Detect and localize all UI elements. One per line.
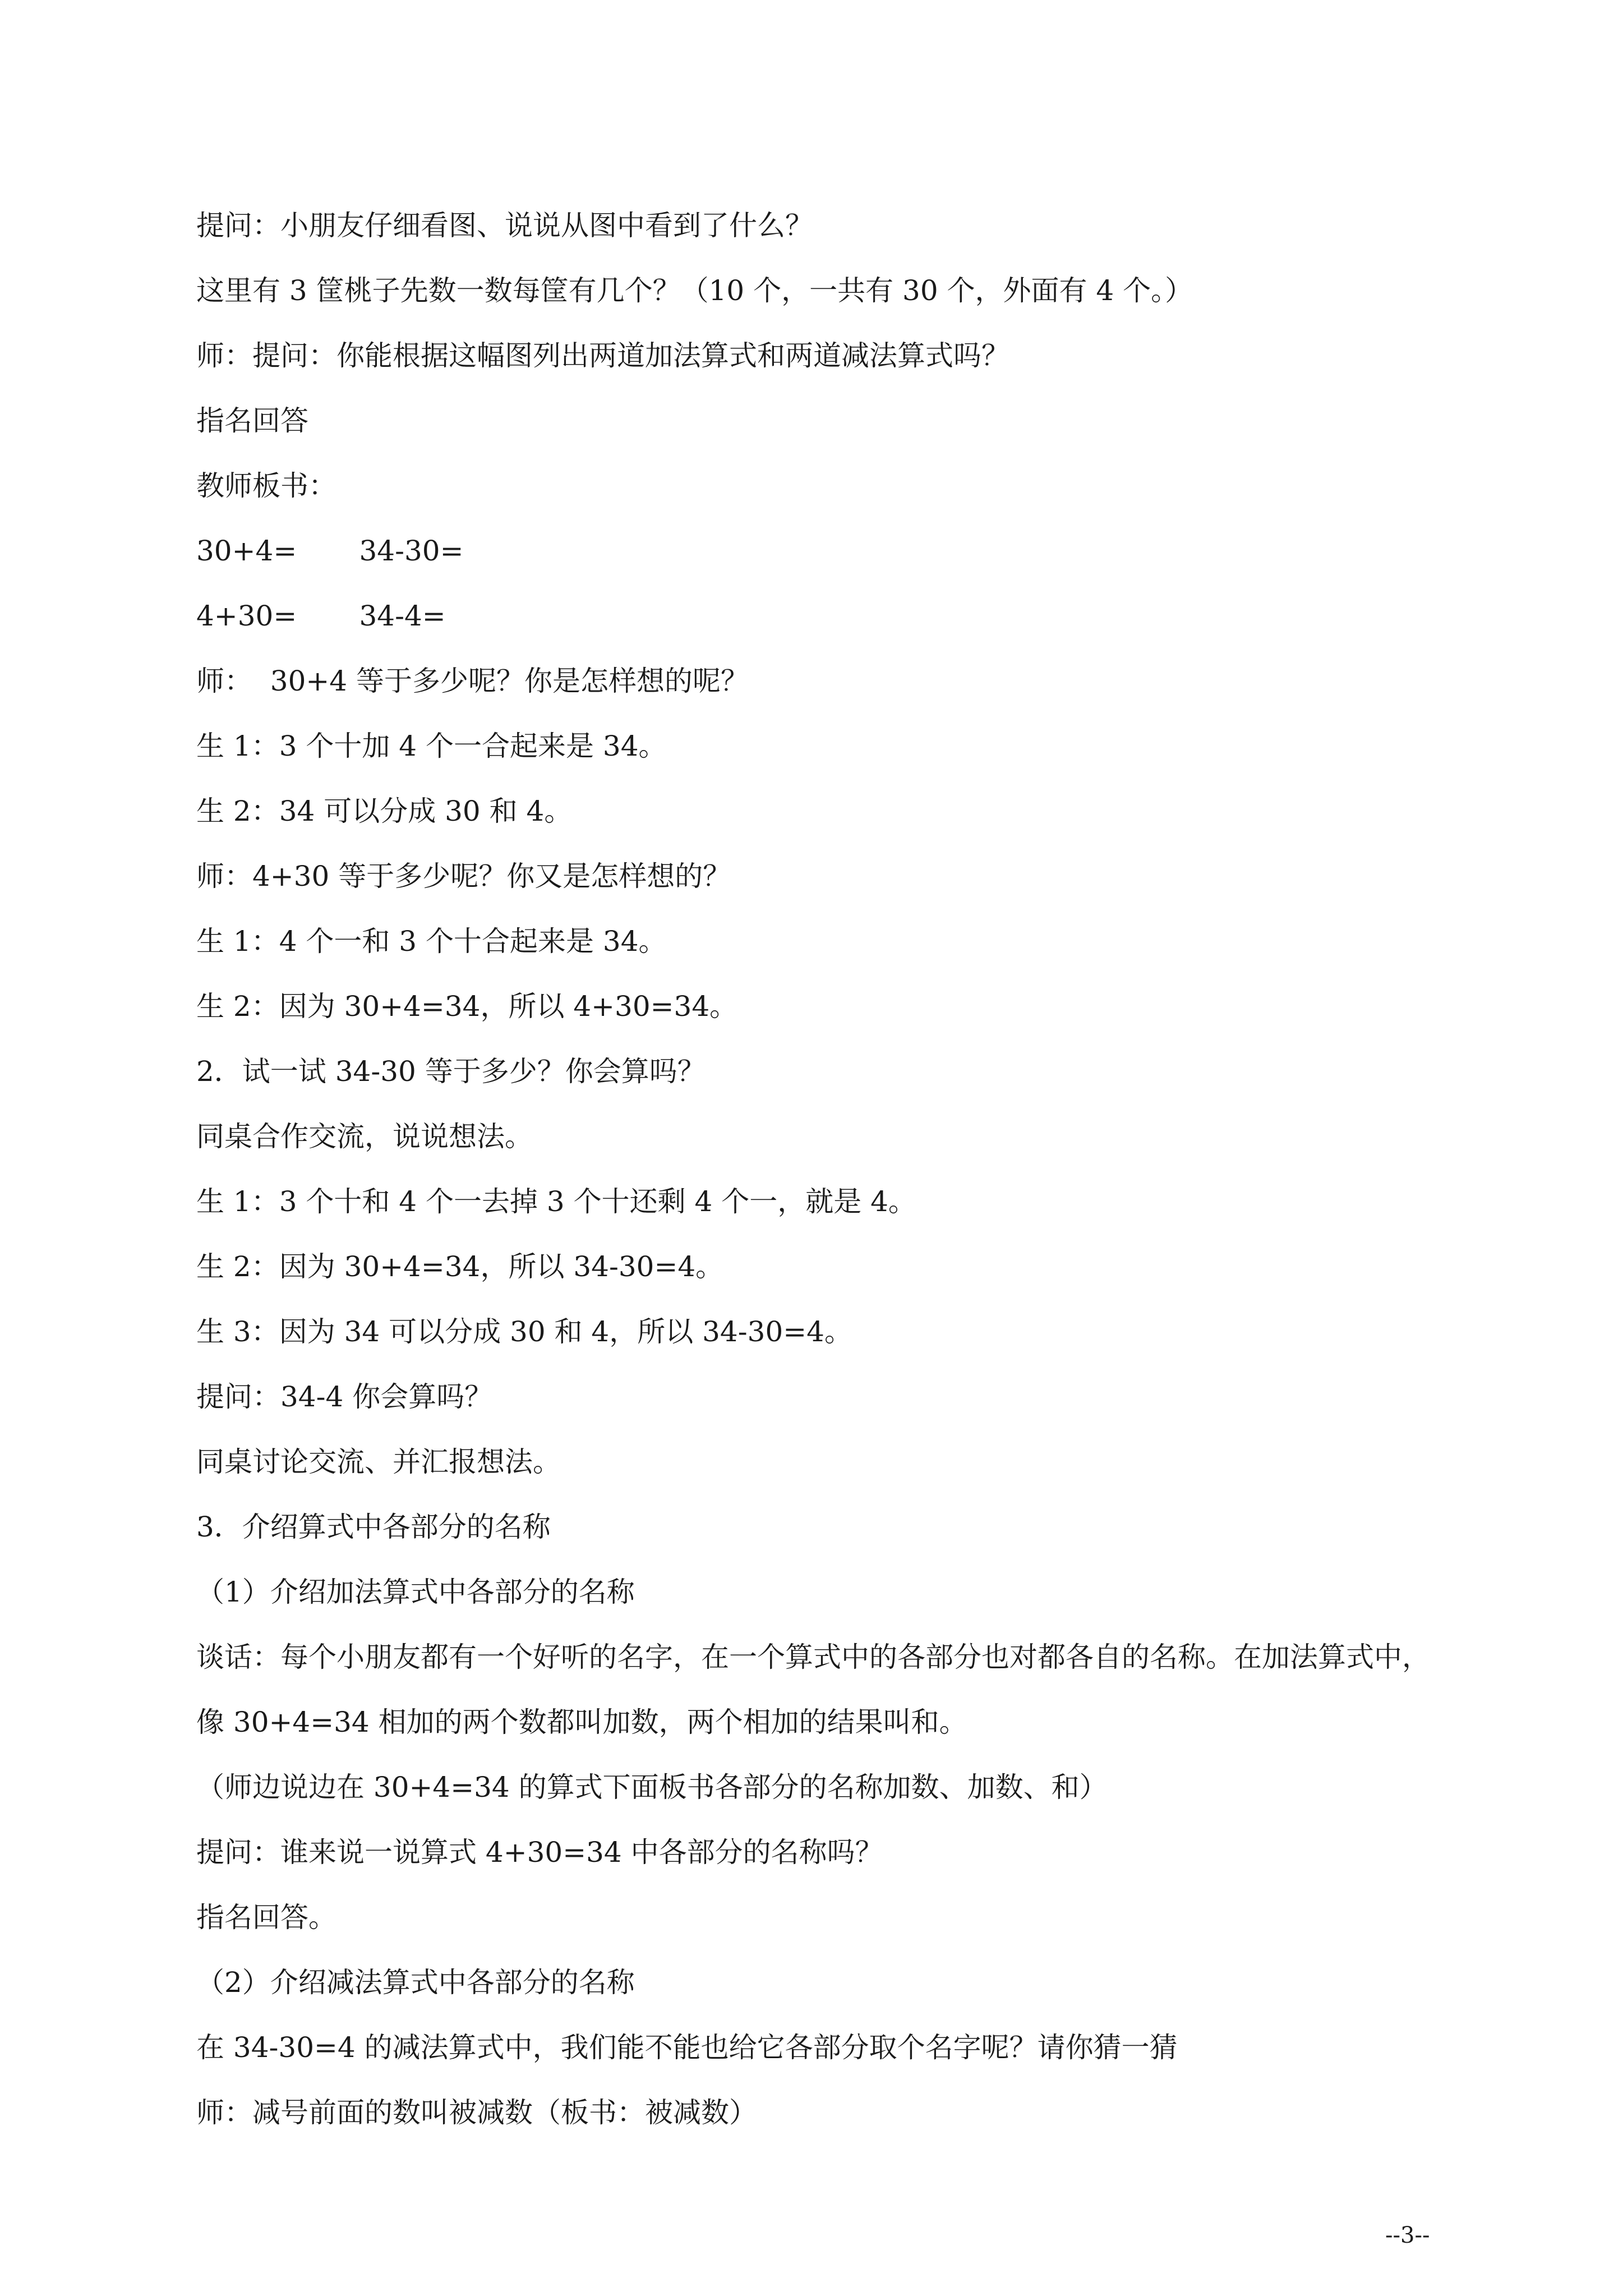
text-line: 谈话：每个小朋友都有一个好听的名字，在一个算式中的各部分也对都各自的名称。在加法算式中， xyxy=(196,1641,1430,1673)
text-line: 师：提问：你能根据这幅图列出两道加法算式和两道减法算式吗？ xyxy=(196,339,1009,372)
text-line: 生 2：34 可以分成 30 和 4。 xyxy=(196,795,573,827)
text-line: 生 2：因为 30+4=34，所以 4+30=34。 xyxy=(196,990,738,1023)
text-line: 指名回答 xyxy=(196,404,308,437)
text-line: 像 30+4=34 相加的两个数都叫加数，两个相加的结果叫和。 xyxy=(196,1706,967,1738)
section-heading: 3．介绍算式中各部分的名称 xyxy=(196,1511,551,1543)
text-line: 生 1：3 个十加 4 个一合起来是 34。 xyxy=(196,730,667,762)
equation-line: 30+4= 34-30= xyxy=(196,535,464,567)
text-line: 同桌合作交流，说说想法。 xyxy=(196,1120,533,1153)
text-line: 指名回答。 xyxy=(196,1901,336,1934)
text-line: 提问：小朋友仔细看图、说说从图中看到了什么？ xyxy=(196,209,813,242)
text-line: 师：减号前面的数叫被减数（板书：被减数） xyxy=(196,2096,757,2129)
text-line: 提问：谁来说一说算式 4+30=34 中各部分的名称吗？ xyxy=(196,1836,883,1869)
text-line: 教师板书： xyxy=(196,470,336,502)
text-line: 提问：34-4 你会算吗？ xyxy=(196,1381,493,1413)
text-line: 生 1：3 个十和 4 个一去掉 3 个十还剩 4 个一，就是 4。 xyxy=(196,1185,916,1218)
text-line: 生 1：4 个一和 3 个十合起来是 34。 xyxy=(196,925,667,958)
text-line: 在 34-30=4 的减法算式中，我们能不能也给它各部分取个名字呢？请你猜一猜 xyxy=(196,2031,1178,2064)
text-line: 生 3：因为 34 可以分成 30 和 4，所以 34-30=4。 xyxy=(196,1315,852,1348)
equation-line: 4+30= 34-4= xyxy=(196,600,446,632)
subsection-heading: （1）介绍加法算式中各部分的名称 xyxy=(196,1576,635,1608)
subsection-heading: （2）介绍减法算式中各部分的名称 xyxy=(196,1966,635,1999)
document-body xyxy=(196,209,1447,2161)
text-line: （师边说边在 30+4=34 的算式下面板书各部分的名称加数、加数、和） xyxy=(196,1771,1108,1803)
text-line: 这里有 3 筐桃子先数一数每筐有几个？（10 个，一共有 30 个，外面有 4 个。） xyxy=(196,274,1193,307)
text-line: 生 2：因为 30+4=34，所以 34-30=4。 xyxy=(196,1250,724,1283)
text-line: 同桌讨论交流、并汇报想法。 xyxy=(196,1446,561,1478)
page-number: --3-- xyxy=(1385,2223,1430,2248)
section-heading: 2．试一试 34-30 等于多少？你会算吗？ xyxy=(196,1055,706,1088)
text-line: 师： 30+4 等于多少呢？你是怎样想的呢？ xyxy=(196,665,749,697)
text-line: 师：4+30 等于多少呢？你又是怎样想的？ xyxy=(196,860,731,892)
